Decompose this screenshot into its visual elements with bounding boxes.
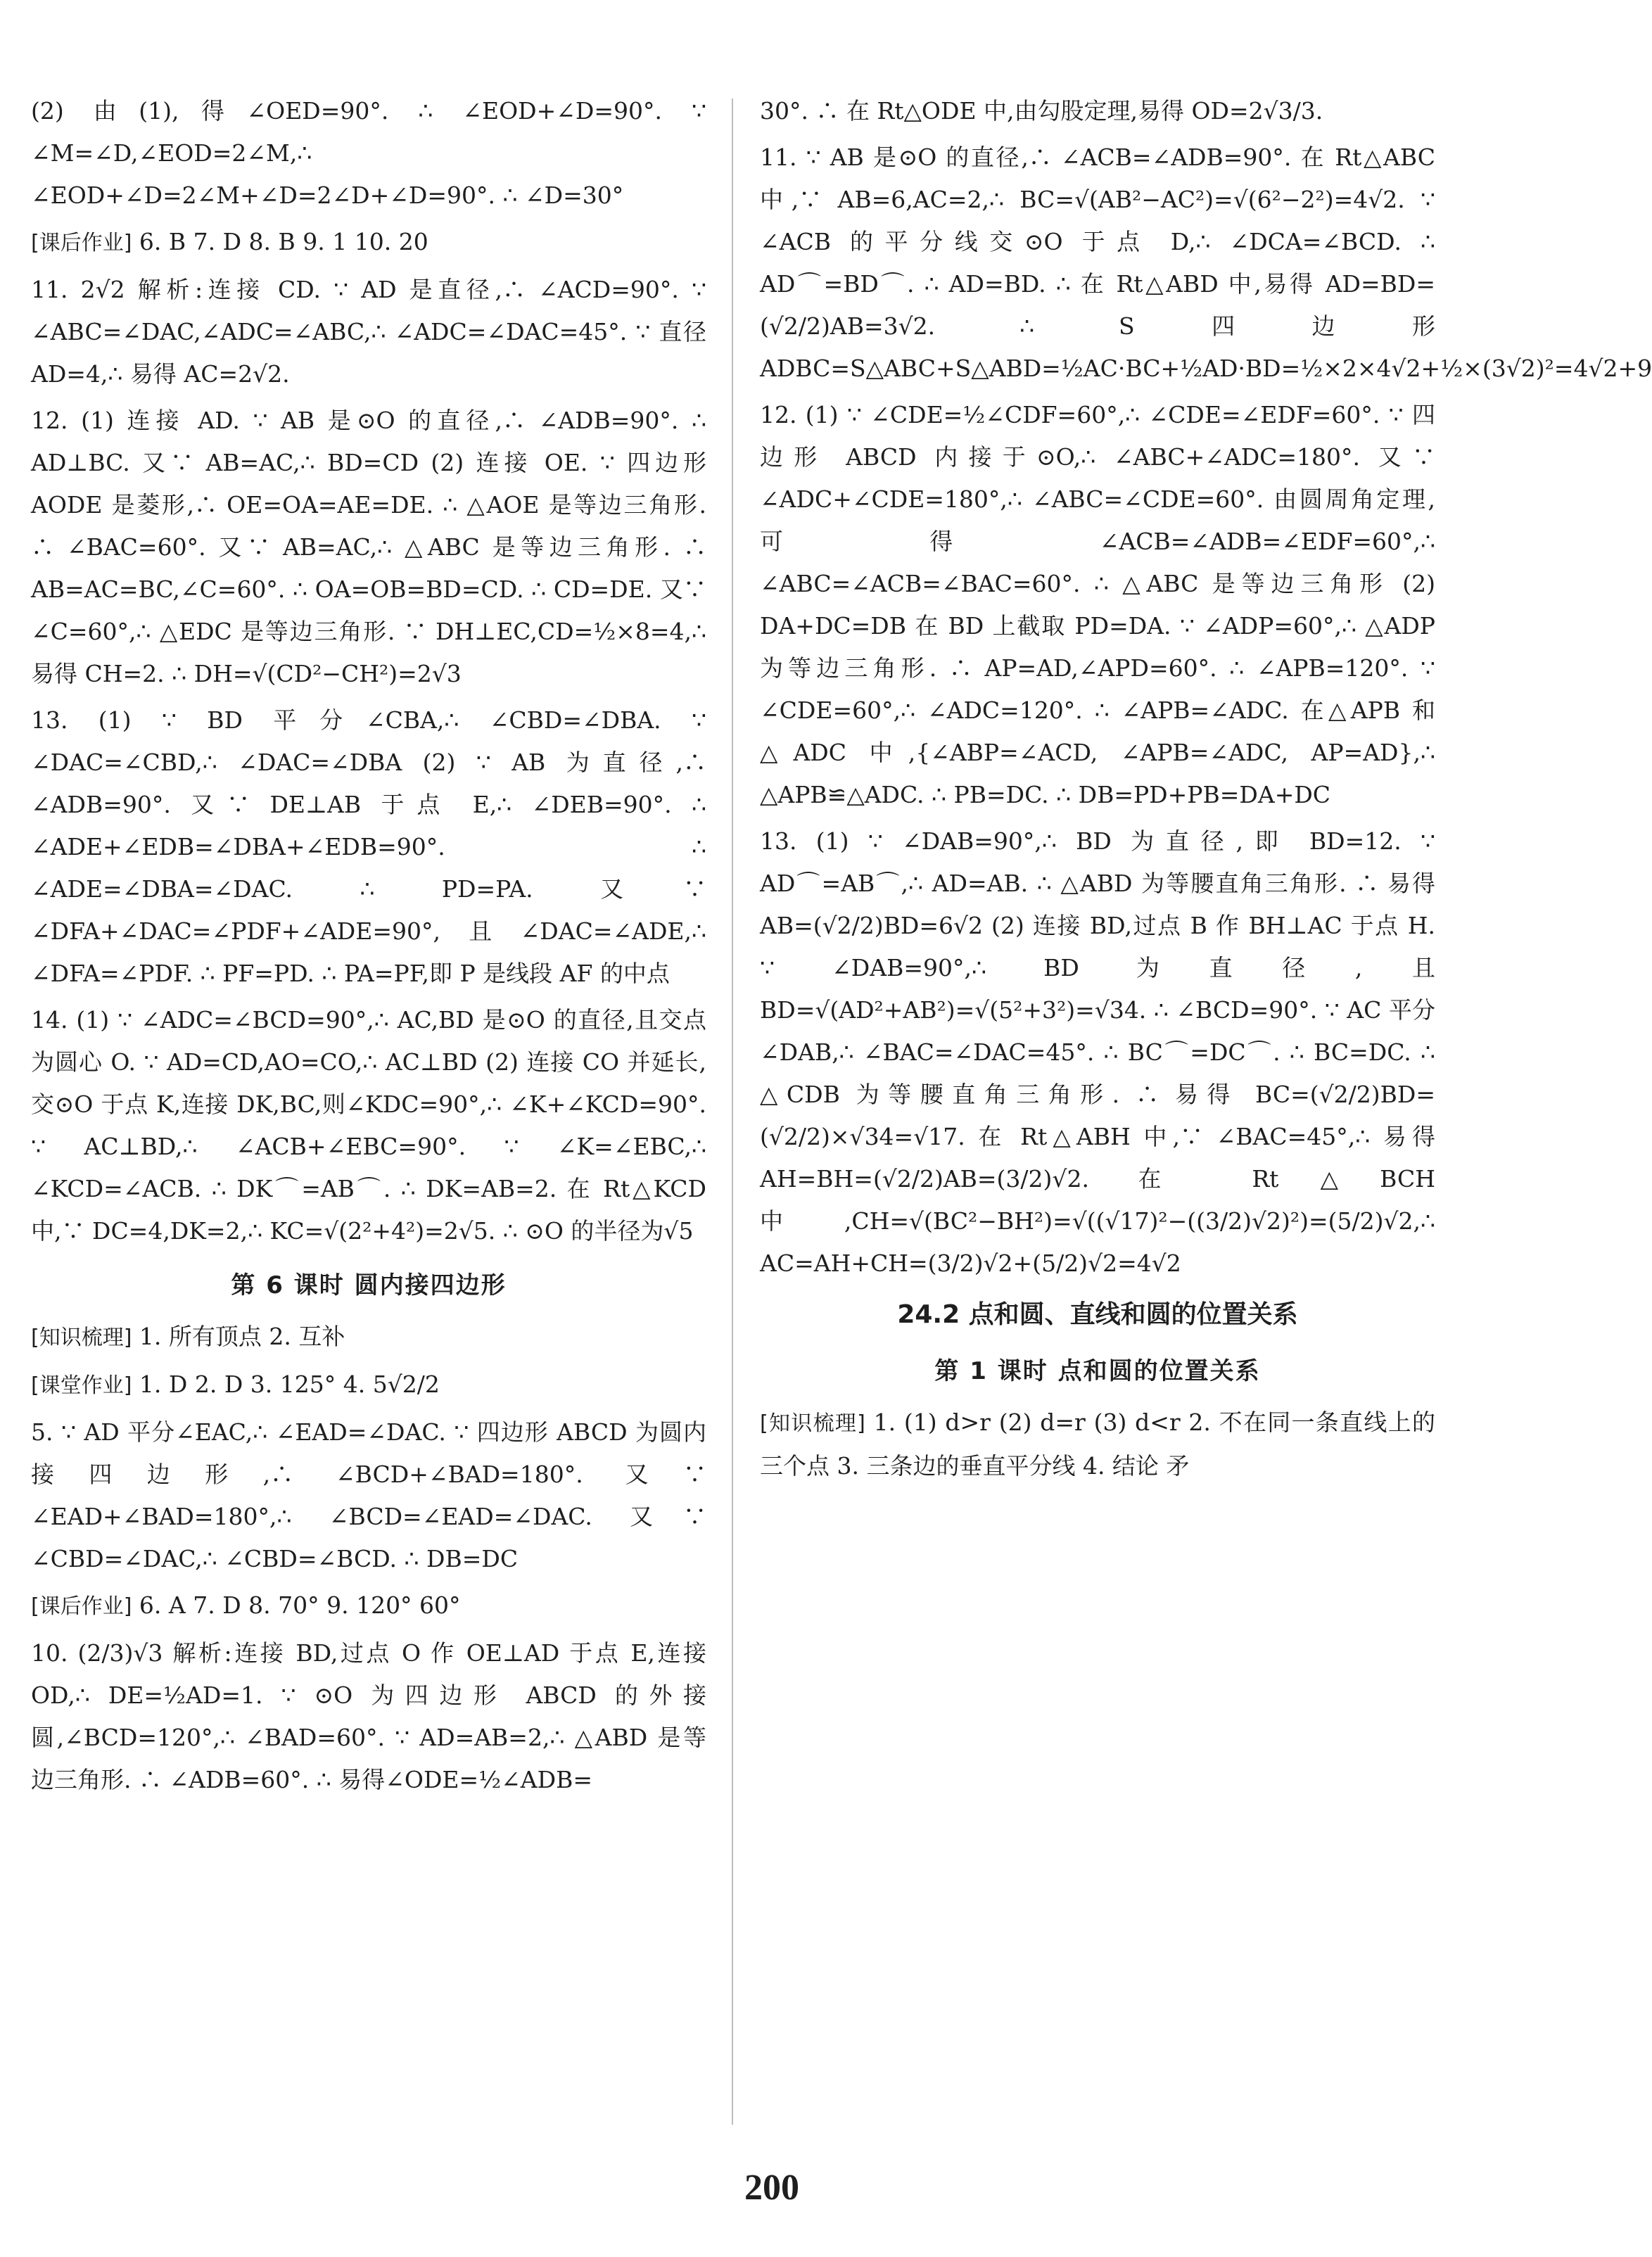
page-number: 200	[744, 2168, 799, 2208]
left-para-q5: 5. ∵ AD 平分∠EAC,∴ ∠EAD=∠DAC. ∵ 四边形 ABCD 为圆内接四边形,∴ ∠BCD+∠BAD=180°. 又∵ ∠EAD+∠BAD=180°,∴ ∠BCD=∠EAD=∠DAC. 又∵ ∠CBD=∠DAC,∴ ∠CBD=∠BCD. ∴ DB=DC	[31, 1418, 706, 1572]
left-para-q12: 12. (1) 连接 AD. ∵ AB 是⊙O 的直径,∴ ∠ADB=90°. ∴ AD⊥BC. 又∵ AB=AC,∴ BD=CD (2) 连接 OE. ∵ 四边形 AODE 是菱形,∴ OE=OA=AE=DE. ∴ △AOE 是等边三角形. ∴ ∠BAC=60°. 又∵ AB=AC,∴ △ABC 是等边三角形. ∴ AB=AC=BC,∠C=60°. ∴ OA=OB=BD=CD. ∴ CD=DE. 又∵ ∠C=60°,∴ △EDC 是等边三角形. ∵ DH⊥EC,CD=½×8=4,∴ 易得 CH=2. ∴ DH=√(CD²−CH²)=2√3	[31, 407, 706, 687]
left-para-q14: 14. (1) ∵ ∠ADC=∠BCD=90°,∴ AC,BD 是⊙O 的直径,且交点为圆心 O. ∵ AD=CD,AO=CO,∴ AC⊥BD (2) 连接 CO 并延长,交⊙O 于点 K,连接 DK,BC,则∠KDC=90°,∴ ∠K+∠KCD=90°. ∵ AC⊥BD,∴ ∠ACB+∠EBC=90°. ∵ ∠K=∠EBC,∴ ∠KCD=∠ACB. ∴ DK⌒=AB⌒. ∴ DK=AB=2. 在 Rt△KCD 中,∵ DC=4,DK=2,∴ KC=√(2²+4²)=2√5. ∴ ⊙O 的半径为√5	[31, 1006, 706, 1245]
right-para-q11: 11. ∵ AB 是⊙O 的直径,∴ ∠ACB=∠ADB=90°. 在 Rt△ABC 中,∵ AB=6,AC=2,∴ BC=√(AB²−AC²)=√(6²−2²)=4√2. ∵ ∠ACB 的平分线交⊙O 于点 D,∴ ∠DCA=∠BCD. ∴ AD⌒=BD⌒. ∴ AD=BD. ∴ 在 Rt△ABD 中,易得 AD=BD=(√2/2)AB=3√2. ∴ S四边形ADBC=S△ABC+S△ABD=½AC·BC+½AD·BD=½×2×4√2+½×(3√2)²=4√2+9	[760, 144, 1652, 382]
homework-tag-2: [课后作业]	[31, 1594, 132, 1619]
right-knowledge-text: 1. (1) d>r (2) d=r (3) d<r 2. 不在同一条直线上的三个点 3. 三条边的垂直平分线 4. 结论 矛	[760, 1409, 1435, 1480]
right-column	[760, 90, 1652, 1492]
left-para-q13: 13. (1) ∵ BD 平分∠CBA,∴ ∠CBD=∠DBA. ∵ ∠DAC=∠CBD,∴ ∠DAC=∠DBA (2) ∵ AB 为直径,∴ ∠ADB=90°. 又∵ DE⊥AB 于点 E,∴ ∠DEB=90°. ∴ ∠ADE+∠EDB=∠DBA+∠EDB=90°. ∴ ∠ADE=∠DBA=∠DAC. ∴ PD=PA. 又∵ ∠DFA+∠DAC=∠PDF+∠ADE=90°,且∠DAC=∠ADE,∴ ∠DFA=∠PDF. ∴ PF=PD. ∴ PA=PF,即 P 是线段 AF 的中点	[31, 706, 706, 987]
classwork-tag: [课堂作业]	[31, 1373, 132, 1398]
left-para-q10: 10. (2/3)√3 解析:连接 BD,过点 O 作 OE⊥AD 于点 E,连接 OD,∴ DE=½AD=1. ∵ ⊙O 为四边形 ABCD 的外接圆,∠BCD=120°,∴ ∠BAD=60°. ∵ AD=AB=2,∴ △ABD 是等边三角形. ∴ ∠ADB=60°. ∴ 易得∠ODE=½∠ADB=	[31, 1639, 706, 1793]
right-knowledge-line	[760, 1401, 1435, 1487]
right-para-q12: 12. (1) ∵ ∠CDE=½∠CDF=60°,∴ ∠CDE=∠EDF=60°. ∵ 四边形 ABCD 内接于⊙O,∴ ∠ABC+∠ADC=180°. 又∵ ∠ADC+∠CDE=180°,∴ ∠ABC=∠CDE=60°. 由圆周角定理,可得∠ACB=∠ADB=∠EDF=60°,∴ ∠ABC=∠ACB=∠BAC=60°. ∴ △ABC 是等边三角形 (2) DA+DC=DB 在 BD 上截取 PD=DA. ∵ ∠ADP=60°,∴ △ADP 为等边三角形. ∴ AP=AD,∠APD=60°. ∴ ∠APB=120°. ∵ ∠CDE=60°,∴ ∠ADC=120°. ∴ ∠APB=∠ADC. 在△APB 和△ADC 中,{∠ABP=∠ACD, ∠APB=∠ADC, AP=AD},∴ △APB≌△ADC. ∴ PB=DC. ∴ DB=PD+PB=DA+DC	[760, 401, 1435, 808]
left-para-1: (2) 由(1),得∠OED=90°. ∴ ∠EOD+∠D=90°. ∵ ∠M=∠D,∠EOD=2∠M,∴ ∠EOD+∠D=2∠M+∠D=2∠D+∠D=90°. ∴ ∠D=30°	[31, 97, 706, 209]
knowledge-text: 1. 所有顶点 2. 互补	[139, 1323, 345, 1350]
column-divider	[732, 98, 733, 2125]
knowledge-tag: [知识梳理]	[31, 1325, 132, 1350]
left-para-q11: 11. 2√2 解析:连接 CD. ∵ AD 是直径,∴ ∠ACD=90°. ∵ ∠ABC=∠DAC,∠ADC=∠ABC,∴ ∠ADC=∠DAC=45°. ∵ 直径 AD=4,∴ 易得 AC=2√2.	[31, 276, 706, 388]
left-column	[31, 90, 706, 1805]
classwork-text: 1. D 2. D 3. 125° 4. 5√2/2	[139, 1371, 440, 1398]
knowledge-line	[31, 1316, 706, 1359]
homework-text-2: 6. A 7. D 8. 70° 9. 120° 60°	[139, 1591, 461, 1619]
lesson-heading-1: 第 1 课时 点和圆的位置关系	[934, 1357, 1261, 1385]
classwork-line	[31, 1363, 706, 1407]
right-para-q13: 13. (1) ∵ ∠DAB=90°,∴ BD 为直径,即 BD=12. ∵ AD⌒=AB⌒,∴ AD=AB. ∴ △ABD 为等腰直角三角形. ∴ 易得 AB=(√2/2)BD=6√2 (2) 连接 BD,过点 B 作 BH⊥AC 于点 H. ∵ ∠DAB=90°,∴ BD 为直径,且 BD=√(AD²+AB²)=√(5²+3²)=√34. ∴ ∠BCD=90°. ∵ AC 平分∠DAB,∴ ∠BAC=∠DAC=45°. ∴ BC⌒=DC⌒. ∴ BC=DC. ∴ △CDB 为等腰直角三角形. ∴ 易得 BC=(√2/2)BD=(√2/2)×√34=√17. 在 Rt△ABH 中,∵ ∠BAC=45°,∴ 易得 AH=BH=(√2/2)AB=(3/2)√2. 在 Rt△BCH 中,CH=√(BC²−BH²)=√((√17)²−((3/2)√2)²)=(5/2)√2,∴ AC=AH+CH=(3/2)√2+(5/2)√2=4√2	[760, 827, 1435, 1277]
lesson-heading-6: 第 6 课时 圆内接四边形	[231, 1271, 507, 1299]
right-para-1: 30°. ∴ 在 Rt△ODE 中,由勾股定理,易得 OD=2√3/3.	[760, 97, 1323, 125]
homework-tag: [课后作业]	[31, 231, 132, 255]
section-heading-24-2: 24.2 点和圆、直线和圆的位置关系	[897, 1300, 1298, 1329]
homework-answers-text: 6. B 7. D 8. B 9. 1 10. 20	[139, 228, 428, 255]
homework-line-2	[31, 1584, 706, 1628]
left-homework-answers	[31, 221, 706, 265]
right-knowledge-tag: [知识梳理]	[760, 1411, 865, 1436]
